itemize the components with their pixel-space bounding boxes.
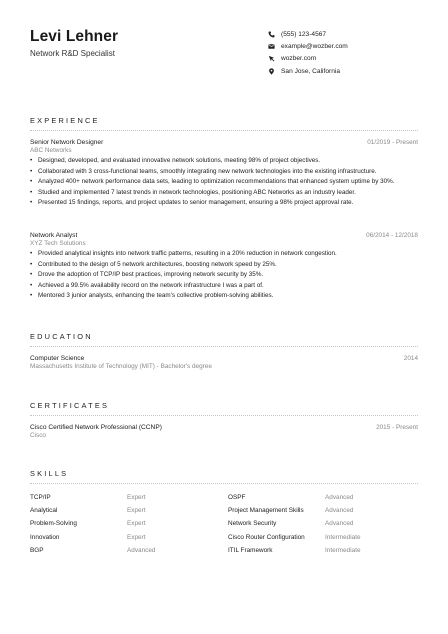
education-entry [30, 355, 418, 370]
school-name: Massachusetts Institute of Technology (MIT) - Bachelor's degree [30, 363, 212, 370]
email-icon [268, 43, 275, 50]
job-role: Senior Network Designer [30, 139, 104, 146]
experience-section-header [30, 116, 418, 131]
job-company: XYZ Tech Solutions [30, 240, 86, 247]
skill-name: OSPF [228, 494, 246, 502]
candidate-name: Levi Lehner [30, 28, 119, 45]
job-role: Network Analyst [30, 232, 78, 239]
job-dates: 01/2019 - Present [367, 139, 418, 146]
section-title-experience: EXPERIENCE [30, 116, 100, 125]
degree-field: Computer Science [30, 355, 85, 362]
job-entry [30, 139, 418, 210]
skill-name: ITIL Framework [228, 546, 273, 554]
website-text[interactable]: wozber.com [281, 55, 317, 63]
job-bullets [30, 157, 418, 208]
section-divider [30, 130, 418, 131]
list-item: • Presented 15 findings, reports, and project updates to senior management, ensuring a 98% project approval rate. [30, 199, 418, 208]
job-company: ABC Networks [30, 147, 72, 154]
skill-level: Advanced [325, 507, 354, 515]
skill-level: Expert [127, 520, 146, 528]
skill-name: Analytical [30, 507, 58, 515]
link-icon [268, 55, 275, 62]
contact-phone [268, 28, 428, 40]
skill-name: TCP/IP [30, 494, 51, 502]
skill-name: Project Management Skills [228, 507, 304, 515]
email-text[interactable]: example@wozber.com [281, 42, 348, 50]
skill-row [30, 491, 418, 504]
skill-name: Network Security [228, 520, 277, 528]
skills-grid [30, 491, 418, 557]
list-item: • Collaborated with 3 cross-functional teams, smoothly integrating new network technologies into the existing infrastructure. [30, 168, 418, 177]
certificate-dates: 2015 - Present [376, 424, 418, 431]
list-item: • Designed, developed, and evaluated innovative network solutions, meeting 98% of project objectives. [30, 157, 418, 166]
skill-name: Innovation [30, 533, 60, 541]
education-year: 2014 [403, 355, 418, 362]
certificate-issuer: Cisco [30, 432, 46, 439]
skill-level: Advanced [127, 546, 156, 554]
list-item: • Achieved a 99.5% availability record on the network infrastructure I was a part of. [30, 282, 418, 291]
skill-row [30, 504, 418, 517]
contact-email [268, 40, 428, 52]
certificate-entry [30, 424, 418, 439]
contact-website [268, 53, 428, 65]
list-item: • Contributed to the design of 5 network architectures, boosting network speed by 25%. [30, 261, 418, 270]
list-item: • Analyzed 400+ network performance data sets, leading to optimization recommendations that enhanced system uptime by 30%. [30, 178, 418, 187]
section-title-education: EDUCATION [30, 332, 93, 341]
list-item: • Studied and implemented 7 latest trends in network technologies, positioning ABC Networks as an industry leader. [30, 189, 418, 198]
skill-name: Cisco Router Configuration [228, 533, 305, 541]
job-entry [30, 232, 418, 303]
certificates-section-header [30, 401, 418, 416]
job-bullets [30, 250, 418, 301]
skill-level: Expert [127, 494, 146, 502]
job-dates: 06/2014 - 12/2018 [366, 232, 418, 239]
phone-text[interactable]: (555) 123-4567 [281, 30, 327, 38]
skill-name: BGP [30, 546, 44, 554]
location-icon [268, 68, 275, 75]
section-divider [30, 346, 418, 347]
education-section-header [30, 332, 418, 347]
list-item: • Mentored 3 junior analysts, enhancing the team's collective problem-solving abilities. [30, 292, 418, 301]
skill-row [30, 544, 418, 557]
skill-level: Expert [127, 533, 146, 541]
skill-row [30, 517, 418, 530]
skill-level: Intermediate [325, 533, 361, 541]
skill-level: Expert [127, 507, 146, 515]
location-text: San Jose, California [281, 67, 341, 75]
contact-list [268, 28, 428, 77]
skills-section-header [30, 469, 418, 484]
section-title-certificates: CERTIFICATES [30, 401, 110, 410]
list-item: • Drove the adoption of TCP/IP best practices, improving network security by 35%. [30, 271, 418, 280]
candidate-title: Network R&D Specialist [30, 49, 115, 58]
skill-level: Advanced [325, 494, 354, 502]
section-divider [30, 483, 418, 484]
skill-name: Problem-Solving [30, 520, 77, 528]
section-divider [30, 415, 418, 416]
skill-level: Intermediate [325, 546, 361, 554]
phone-icon [268, 31, 275, 38]
list-item: • Provided analytical insights into network traffic patterns, resulting in a 20% reduction in network congestion. [30, 250, 418, 259]
contact-location [268, 65, 428, 77]
skill-level: Advanced [325, 520, 354, 528]
skill-row [30, 531, 418, 544]
certificate-name: Cisco Certified Network Professional (CCNP) [30, 424, 162, 431]
section-title-skills: SKILLS [30, 469, 69, 478]
